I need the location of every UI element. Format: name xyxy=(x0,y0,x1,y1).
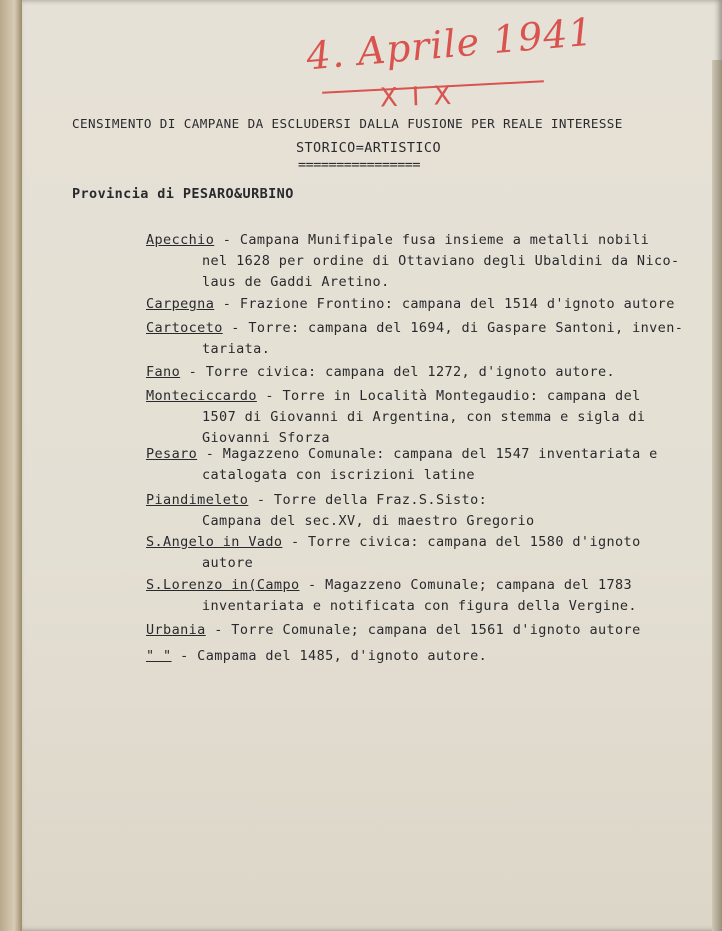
entry-text: - Frazione Frontino: campana del 1514 d'ignoto autore xyxy=(214,296,675,312)
entry-line-first xyxy=(146,648,487,664)
province-heading: Provincia di PESARO&URBINO xyxy=(72,186,294,202)
entry-line-first xyxy=(146,446,658,462)
entry-line-continued xyxy=(202,253,680,269)
entry-line-first xyxy=(146,534,641,550)
entry-text: - Torre Comunale; campana del 1561 d'ignoto autore xyxy=(205,622,641,638)
entry-place-name: Pesaro xyxy=(146,446,198,462)
entry-place-name: Fano xyxy=(146,364,181,380)
entry-place-name: Cartoceto xyxy=(146,320,223,336)
entry-line-first xyxy=(146,577,632,593)
entry-text: - Campana Munifipale fusa insieme a metalli nobili xyxy=(214,232,650,248)
entry-place-name: Monteciccardo xyxy=(146,388,257,404)
entry-place-name: Carpegna xyxy=(146,296,215,312)
entry-text: - Torre civica: campana del 1580 d'ignoto xyxy=(282,534,641,550)
entry-place-name: S.Lorenzo in(Campo xyxy=(146,577,300,593)
entry-line-first xyxy=(146,622,641,638)
entry-line-continued xyxy=(202,598,637,614)
stacked-pages-edge xyxy=(712,60,722,931)
entry-text: laus de Gaddi Aretino. xyxy=(202,274,390,290)
entry-line-continued xyxy=(202,555,253,571)
entry-text: catalogata con iscrizioni latine xyxy=(202,467,475,483)
entry-line-continued xyxy=(202,409,645,425)
document-title-line-2: STORICO=ARTISTICO xyxy=(296,140,441,156)
entry-line-first xyxy=(146,492,487,508)
entry-line-first xyxy=(146,364,615,380)
title-double-rule: ================ xyxy=(298,157,421,173)
entry-place-name: " " xyxy=(146,648,172,664)
entry-line-continued xyxy=(202,513,535,529)
entry-line-first xyxy=(146,296,675,312)
entry-text: 1507 di Giovanni di Argentina, con stemma e sigla di xyxy=(202,409,646,425)
document-title-line-1: CENSIMENTO DI CAMPANE DA ESCLUDERSI DALLA FUSIONE PER REALE INTERESSE xyxy=(72,116,623,131)
entry-line-continued xyxy=(202,430,330,446)
entry-text: Giovanni Sforza xyxy=(202,430,330,446)
entry-place-name: S.Angelo in Vado xyxy=(146,534,283,550)
entry-line-continued xyxy=(202,467,475,483)
entry-text: - Magazzeno Comunale; campana del 1783 xyxy=(299,577,633,593)
entry-line-first xyxy=(146,388,641,404)
entry-text: Campana del sec.XV, di maestro Gregorio xyxy=(202,513,535,529)
entry-place-name: Apecchio xyxy=(146,232,215,248)
handwritten-date: 4. Aprile 1941 xyxy=(304,9,596,79)
entry-text: - Torre della Fraz.S.Sisto: xyxy=(248,492,488,508)
underlying-page-edge xyxy=(0,0,24,931)
entry-text: - Torre in Località Montegaudio: campana del xyxy=(256,388,641,404)
entry-text: - Torre civica: campana del 1272, d'ignoto autore. xyxy=(180,364,616,380)
entry-text: - Torre: campana del 1694, di Gaspare Santoni, inven- xyxy=(222,320,684,336)
entry-line-first xyxy=(146,232,649,248)
entry-text: inventariata e notificata con figura della Vergine. xyxy=(202,598,637,614)
handwritten-roman-numeral: XIX xyxy=(379,80,466,114)
entry-line-first xyxy=(146,320,683,336)
entry-line-continued xyxy=(202,274,390,290)
entry-place-name: Piandimeleto xyxy=(146,492,249,508)
entry-line-continued xyxy=(202,341,270,357)
entry-text: nel 1628 per ordine di Ottaviano degli Ubaldini da Nico- xyxy=(202,253,680,269)
entry-place-name: Urbania xyxy=(146,622,206,638)
entry-text: - Campama del 1485, d'ignoto autore. xyxy=(171,648,488,664)
entry-text: - Magazzeno Comunale: campana del 1547 inventariata e xyxy=(197,446,658,462)
entry-text: tariata. xyxy=(202,341,271,357)
entry-text: autore xyxy=(202,555,254,571)
